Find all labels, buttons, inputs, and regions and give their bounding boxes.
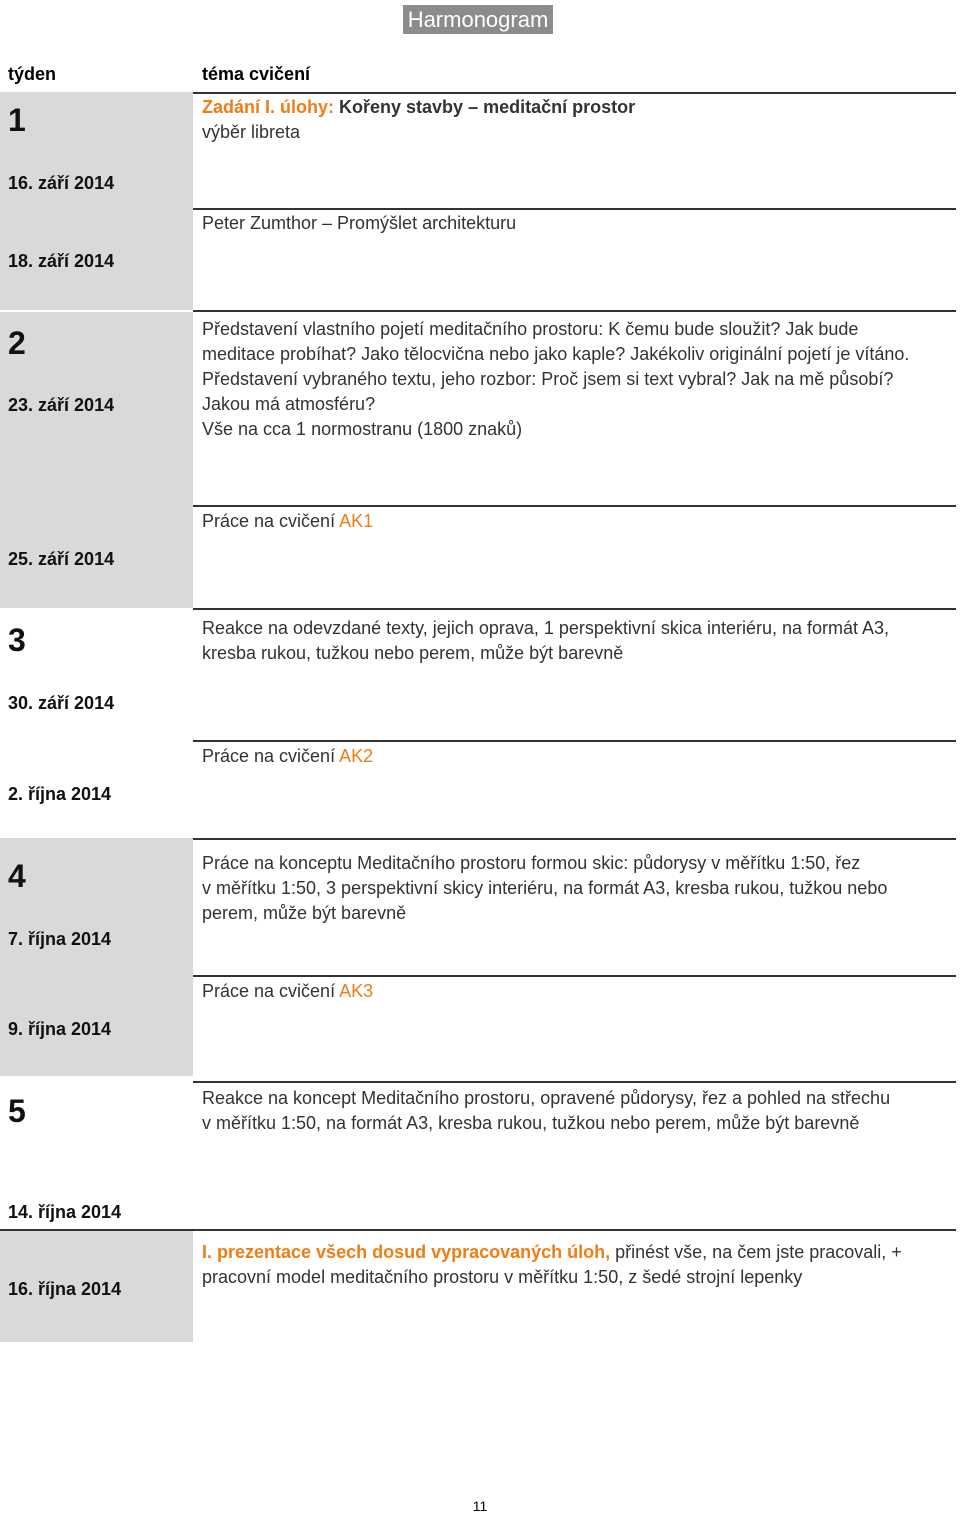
week-number: 3 xyxy=(8,622,26,658)
divider xyxy=(193,92,956,94)
week-block-4 xyxy=(0,838,193,1076)
week-date: 16. října 2014 xyxy=(8,1279,122,1299)
assignment-title: Kořeny stavby – meditační prostor xyxy=(334,97,636,117)
presentation-label: I. prezentace všech dosud vypracovaných úloh, xyxy=(202,1242,611,1262)
topic-assignment xyxy=(202,95,942,145)
week-number: 4 xyxy=(8,858,26,894)
topic-reading: Peter Zumthor – Promýšlet architekturu xyxy=(202,213,517,233)
divider xyxy=(193,505,956,507)
topic-reaction-concept xyxy=(202,1086,942,1136)
week-shade-1 xyxy=(0,92,193,310)
week-date: 7. října 2014 xyxy=(8,929,112,949)
text-line: Představení vlastního pojetí meditačního prostoru: K čemu bude sloužit? Jak bude xyxy=(202,319,859,339)
text-line: Reakce na koncept Meditačního prostoru, opravené půdorysy, řez a pohled na střechu xyxy=(202,1088,891,1108)
week-date: 14. října 2014 xyxy=(8,1202,122,1222)
week-number: 5 xyxy=(8,1093,26,1129)
text-line: perem, může být barevně xyxy=(202,903,407,923)
topic-work-ak1 xyxy=(202,509,942,534)
week-date: 23. září 2014 xyxy=(8,395,115,415)
divider xyxy=(193,975,956,977)
assignment-line: výběr libreta xyxy=(202,122,301,142)
week-date: 30. září 2014 xyxy=(8,693,115,713)
text-line: Vše na cca 1 normostranu (1800 znaků) xyxy=(202,419,523,439)
page-title: Harmonogram xyxy=(403,5,553,34)
divider xyxy=(193,1081,956,1083)
presentation-text: přinést vše, na čem jste pracovali, + xyxy=(610,1242,902,1262)
topic-presentation xyxy=(202,317,942,442)
topic-concept xyxy=(202,851,942,926)
work-label: Práce na cvičení xyxy=(202,511,340,531)
text-line: Představení vybraného textu, jeho rozbor: Proč jsem si text vybral? Jak na mě působí? xyxy=(202,369,894,389)
presentation-text: pracovní model meditačního prostoru v měřítku 1:50, z šedé strojní lepenky xyxy=(202,1267,803,1287)
week-date: 18. září 2014 xyxy=(8,251,115,271)
text-line: meditace probíhat? Jako tělocvična nebo jako kaple? Jakékoliv originální pojetí je vítáno. xyxy=(202,344,910,364)
week-date: 2. října 2014 xyxy=(8,784,112,804)
week-date: 9. října 2014 xyxy=(8,1019,112,1039)
text-line: Reakce na odevzdané texty, jejich oprava, 1 perspektivní skica interiéru, na formát A3, xyxy=(202,618,890,638)
work-code: AK3 xyxy=(339,981,374,1001)
week-number: 1 xyxy=(8,102,26,138)
text-line: kresba rukou, tužkou nebo perem, může být barevně xyxy=(202,643,624,663)
text-line: Práce na konceptu Meditačního prostoru formou skic: půdorysy v měřítku 1:50, řez xyxy=(202,853,861,873)
divider xyxy=(193,608,956,610)
divider xyxy=(193,838,956,840)
divider xyxy=(193,208,956,210)
topic-presentation-1 xyxy=(202,1240,942,1290)
week-number: 2 xyxy=(8,325,26,361)
header-week: týden xyxy=(8,64,57,84)
work-code: AK1 xyxy=(339,511,374,531)
week-date: 16. září 2014 xyxy=(8,173,115,193)
divider xyxy=(193,310,956,312)
topic-work-ak3 xyxy=(202,979,942,1004)
text-line: Jakou má atmosféru? xyxy=(202,394,376,414)
work-code: AK2 xyxy=(339,746,374,766)
divider xyxy=(193,740,956,742)
topic-reaction-texts xyxy=(202,616,942,666)
work-label: Práce na cvičení xyxy=(202,981,340,1001)
work-label: Práce na cvičení xyxy=(202,746,340,766)
header-topic: téma cvičení xyxy=(202,64,311,84)
assignment-label: Zadání I. úlohy: xyxy=(202,97,335,117)
text-line: v měřítku 1:50, 3 perspektivní skicy interiéru, na formát A3, kresba rukou, tužkou nebo xyxy=(202,878,888,898)
divider xyxy=(0,1229,956,1231)
week-date: 25. září 2014 xyxy=(8,549,115,569)
page-number: 11 xyxy=(472,1498,488,1514)
text-line: v měřítku 1:50, na formát A3, kresba rukou, tužkou nebo perem, může být barevně xyxy=(202,1113,860,1133)
topic-work-ak2 xyxy=(202,744,942,769)
